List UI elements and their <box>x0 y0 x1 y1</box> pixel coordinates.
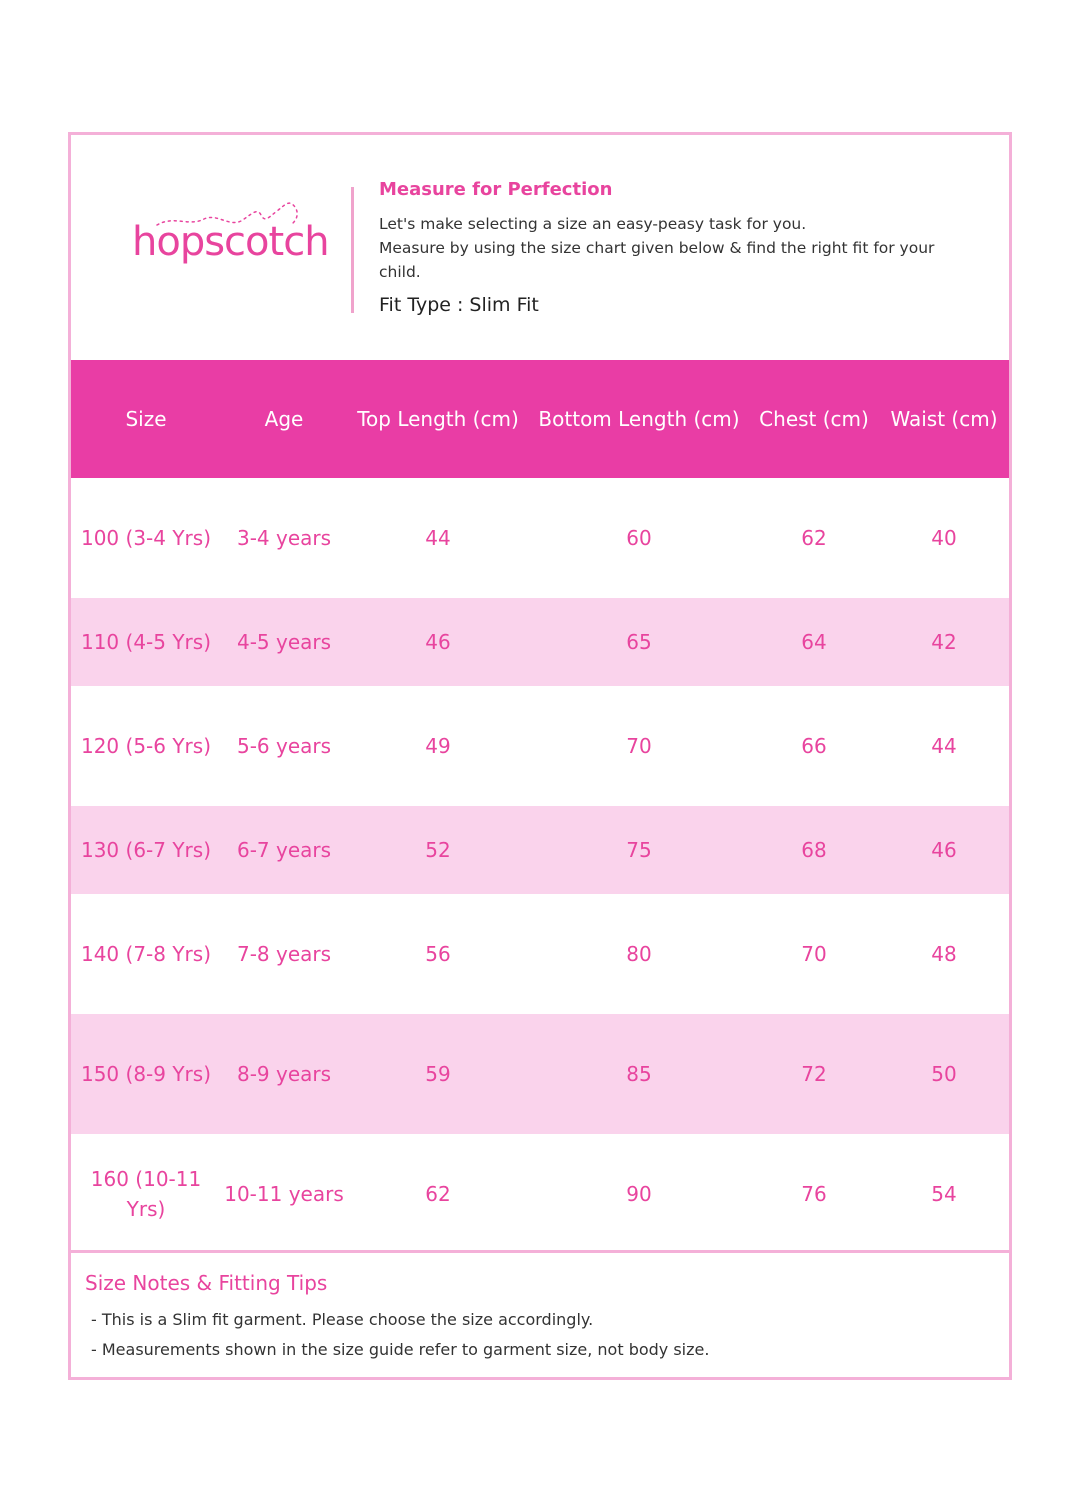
cell-waist: 40 <box>931 526 957 550</box>
cell-chest: 62 <box>801 526 827 550</box>
cell-age: 4-5 years <box>236 630 332 654</box>
fit-type: Fit Type : Slim Fit <box>379 294 539 316</box>
cell-age: 6-7 years <box>236 838 332 862</box>
cell-size: 160 (10-11 Yrs) <box>90 1167 202 1221</box>
cell-size: 120 (5-6 Yrs) <box>80 734 212 758</box>
note-item: - This is a Slim fit garment. Please choose the size accordingly. <box>91 1310 594 1329</box>
cell-bottom-length: 85 <box>626 1062 652 1086</box>
table-bottom-border <box>71 1250 1009 1253</box>
cell-bottom-length: 60 <box>626 526 652 550</box>
cell-chest: 76 <box>801 1182 827 1206</box>
hopscotch-logo <box>129 197 329 287</box>
cell-size: 100 (3-4 Yrs) <box>80 526 212 550</box>
cell-age: 7-8 years <box>236 942 332 966</box>
header-chest: Chest (cm) <box>759 407 869 431</box>
cell-chest: 68 <box>801 838 827 862</box>
cell-chest: 66 <box>801 734 827 758</box>
header-divider <box>351 187 354 313</box>
cell-bottom-length: 65 <box>626 630 652 654</box>
cell-chest: 70 <box>801 942 827 966</box>
table-header-row <box>71 360 1009 478</box>
cell-age: 10-11 years <box>224 1182 344 1206</box>
table-row <box>71 1134 1009 1254</box>
cell-bottom-length: 90 <box>626 1182 652 1206</box>
cell-top-length: 59 <box>425 1062 451 1086</box>
cell-size: 140 (7-8 Yrs) <box>80 942 212 966</box>
header-age: Age <box>264 407 304 431</box>
header-size: Size <box>125 407 167 431</box>
cell-age: 8-9 years <box>236 1062 332 1086</box>
cell-bottom-length: 70 <box>626 734 652 758</box>
intro-title: Measure for Perfection <box>379 179 613 200</box>
header-top-length: Top Length (cm) <box>357 407 519 431</box>
cell-size: 110 (4-5 Yrs) <box>80 630 212 654</box>
table-body <box>71 478 1009 1254</box>
cell-top-length: 62 <box>425 1182 451 1206</box>
cell-waist: 54 <box>931 1182 957 1206</box>
size-notes <box>85 1271 985 1365</box>
cell-waist: 44 <box>931 734 957 758</box>
header-waist: Waist (cm) <box>890 407 998 431</box>
cell-top-length: 46 <box>425 630 451 654</box>
size-chart-card <box>68 132 1012 1380</box>
cell-bottom-length: 75 <box>626 838 652 862</box>
table-row <box>71 894 1009 1014</box>
table-row <box>71 686 1009 806</box>
cell-chest: 64 <box>801 630 827 654</box>
cell-waist: 48 <box>931 942 957 966</box>
intro-line-2: Measure by using the size chart given below & find the right fit for your child. <box>379 239 935 281</box>
chart-header <box>71 135 1009 360</box>
cell-size: 130 (6-7 Yrs) <box>80 838 212 862</box>
cell-waist: 42 <box>931 630 957 654</box>
cell-waist: 46 <box>931 838 957 862</box>
cell-top-length: 44 <box>425 526 451 550</box>
cell-top-length: 49 <box>425 734 451 758</box>
cell-top-length: 56 <box>425 942 451 966</box>
cell-waist: 50 <box>931 1062 957 1086</box>
table-row <box>71 478 1009 598</box>
table-row <box>71 598 1009 686</box>
note-item: - Measurements shown in the size guide refer to garment size, not body size. <box>91 1340 710 1359</box>
intro-block <box>379 179 979 316</box>
logo-wordmark: hopscotch <box>132 219 329 265</box>
cell-bottom-length: 80 <box>626 942 652 966</box>
cell-age: 3-4 years <box>236 526 332 550</box>
cell-chest: 72 <box>801 1062 827 1086</box>
cell-age: 5-6 years <box>236 734 332 758</box>
cell-top-length: 52 <box>425 838 451 862</box>
cell-size: 150 (8-9 Yrs) <box>80 1062 212 1086</box>
table-row <box>71 1014 1009 1134</box>
header-bottom-length: Bottom Length (cm) <box>538 407 740 431</box>
intro-line-1: Let's make selecting a size an easy-peasy task for you. <box>379 215 807 233</box>
table-row <box>71 806 1009 894</box>
notes-title: Size Notes & Fitting Tips <box>85 1271 328 1295</box>
